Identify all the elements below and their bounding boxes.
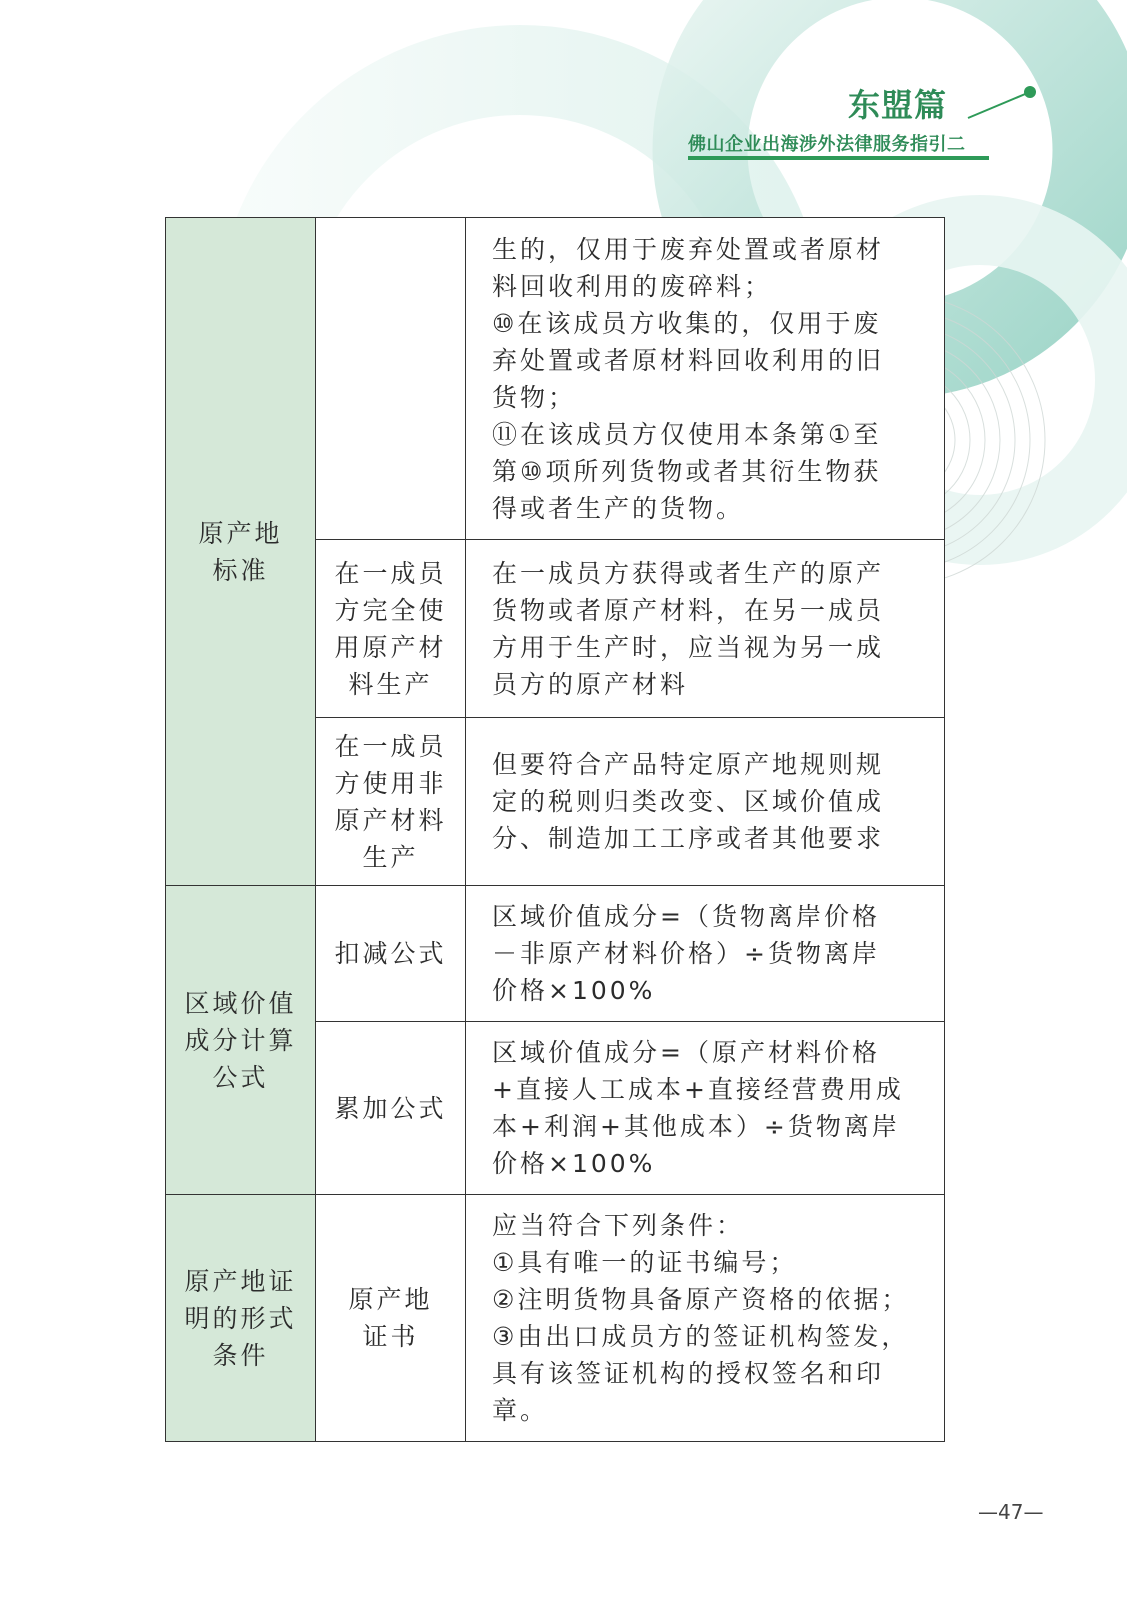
header-underline — [688, 156, 989, 160]
label-wholly-originating: 在一成员 方完全使 用原产材 料生产 — [316, 540, 466, 718]
cell-build-up-formula-text: 区域价值成分=（原产材料价格 +直接人工成本+直接经营费用成 本+利润+其他成本）÷货物离岸 价格×100% — [466, 1022, 945, 1195]
table-row — [166, 218, 945, 540]
label-certificate-of-origin: 原产地 证书 — [316, 1195, 466, 1442]
section-title: 东盟篇 — [848, 86, 948, 124]
table-row — [166, 1195, 945, 1442]
guide-subtitle: 佛山企业出海涉外法律服务指引二 — [688, 134, 966, 155]
table-row — [166, 886, 945, 1022]
cell-deduction-formula-text: 区域价值成分=（货物离岸价格 －非原产材料价格）÷货物离岸 价格×100% — [466, 886, 945, 1022]
cell-certificate-text: 应当符合下列条件： ①具有唯一的证书编号； ②注明货物具备原产资格的依据； ③由出口成员方的签证机构签发， 具有该签证机构的授权签名和印 章。 — [466, 1195, 945, 1442]
label-non-originating: 在一成员 方使用非 原产材料 生产 — [316, 718, 466, 886]
cell-non-originating-text: 但要符合产品特定原产地规则规 定的税则归类改变、区域价值成 分、制造加工工序或者其他要求 — [466, 718, 945, 886]
label-rvc-formula: 区域价值 成分计算 公式 — [166, 886, 316, 1195]
empty-cell — [316, 218, 466, 540]
page-number: —47— — [978, 1500, 1044, 1524]
label-origin-criteria: 原产地 标准 — [166, 218, 316, 886]
label-certificate-conditions: 原产地证 明的形式 条件 — [166, 1195, 316, 1442]
cell-wholly-originating-text: 在一成员方获得或者生产的原产 货物或者原产材料，在另一成员 方用于生产时，应当视为另一成 员方的原产材料 — [466, 540, 945, 718]
rules-table — [165, 217, 945, 1442]
cell-wholly-obtained-continued: 生的，仅用于废弃处置或者原材 料回收利用的废碎料； ⑩在该成员方收集的，仅用于废 弃处置或者原材料回收利用的旧 货物； ⑪在该成员方仅使用本条第①至 第⑩项所列货物或者其衍生物获 得或者生产的货物。 — [466, 218, 945, 540]
label-build-up-formula: 累加公式 — [316, 1022, 466, 1195]
label-deduction-formula: 扣减公式 — [316, 886, 466, 1022]
